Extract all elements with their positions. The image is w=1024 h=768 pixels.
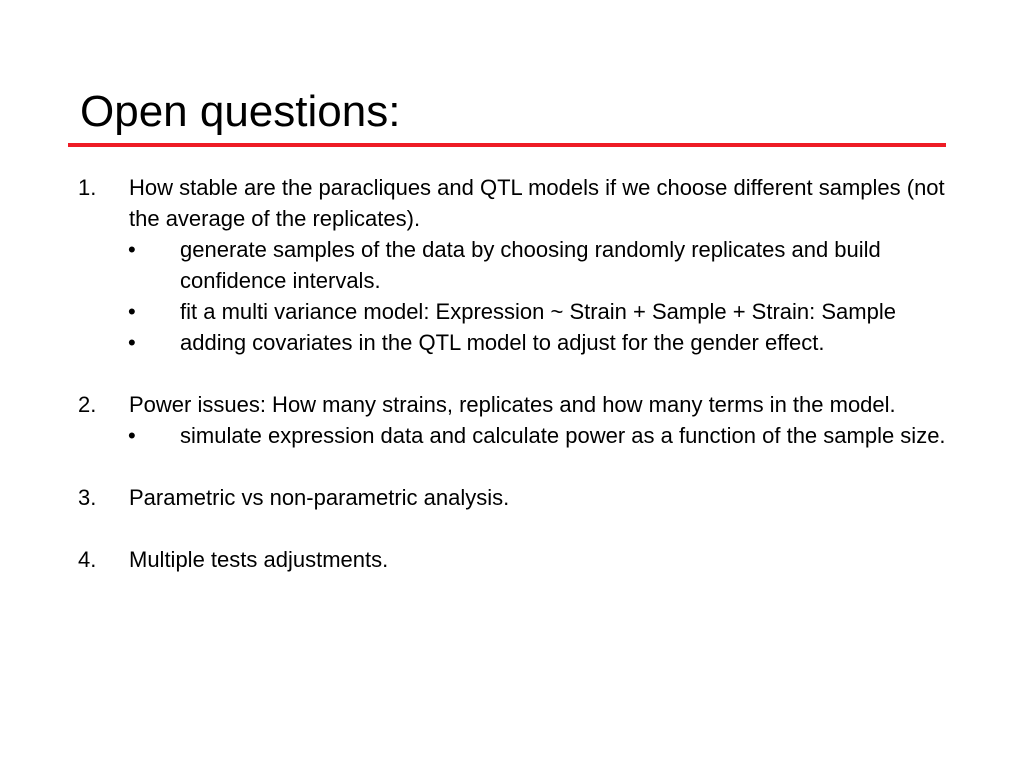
sub-bullet-text: fit a multi variance model: Expression ~ Strain + Sample + Strain: Sample <box>180 299 896 324</box>
item-number: 3. <box>78 485 97 510</box>
bullet-icon: • <box>128 330 136 355</box>
list-item-2 <box>0 389 1024 420</box>
sub-bullet <box>0 296 1024 327</box>
sub-bullet-text: generate samples of the data by choosing randomly replicates and build confidence intervals. <box>180 237 881 293</box>
item-text: Power issues: How many strains, replicates and how many terms in the model. <box>129 392 896 417</box>
title-underline <box>68 143 946 147</box>
sub-bullet <box>0 420 1024 451</box>
list-item-3 <box>0 482 1024 513</box>
bullet-icon: • <box>128 299 136 324</box>
list-item-1 <box>0 172 1024 234</box>
spacer <box>0 513 1024 544</box>
sub-bullet-text: simulate expression data and calculate power as a function of the sample size. <box>180 423 946 448</box>
slide-title: Open questions: <box>80 87 401 136</box>
list-item-4 <box>0 544 1024 575</box>
item-number: 4. <box>78 547 97 572</box>
spacer <box>0 358 1024 389</box>
sub-bullet <box>0 234 1024 296</box>
bullet-icon: • <box>128 237 136 262</box>
item-text: Parametric vs non-parametric analysis. <box>129 485 510 510</box>
item-text: Multiple tests adjustments. <box>129 547 389 572</box>
item-number: 2. <box>78 392 97 417</box>
slide-content <box>0 172 1024 575</box>
item-text: How stable are the paracliques and QTL models if we choose different samples (not the average of the replicates). <box>129 175 945 231</box>
item-number: 1. <box>78 175 97 200</box>
spacer <box>0 451 1024 482</box>
bullet-icon: • <box>128 423 136 448</box>
sub-bullet-text: adding covariates in the QTL model to adjust for the gender effect. <box>180 330 825 355</box>
sub-bullet <box>0 327 1024 358</box>
